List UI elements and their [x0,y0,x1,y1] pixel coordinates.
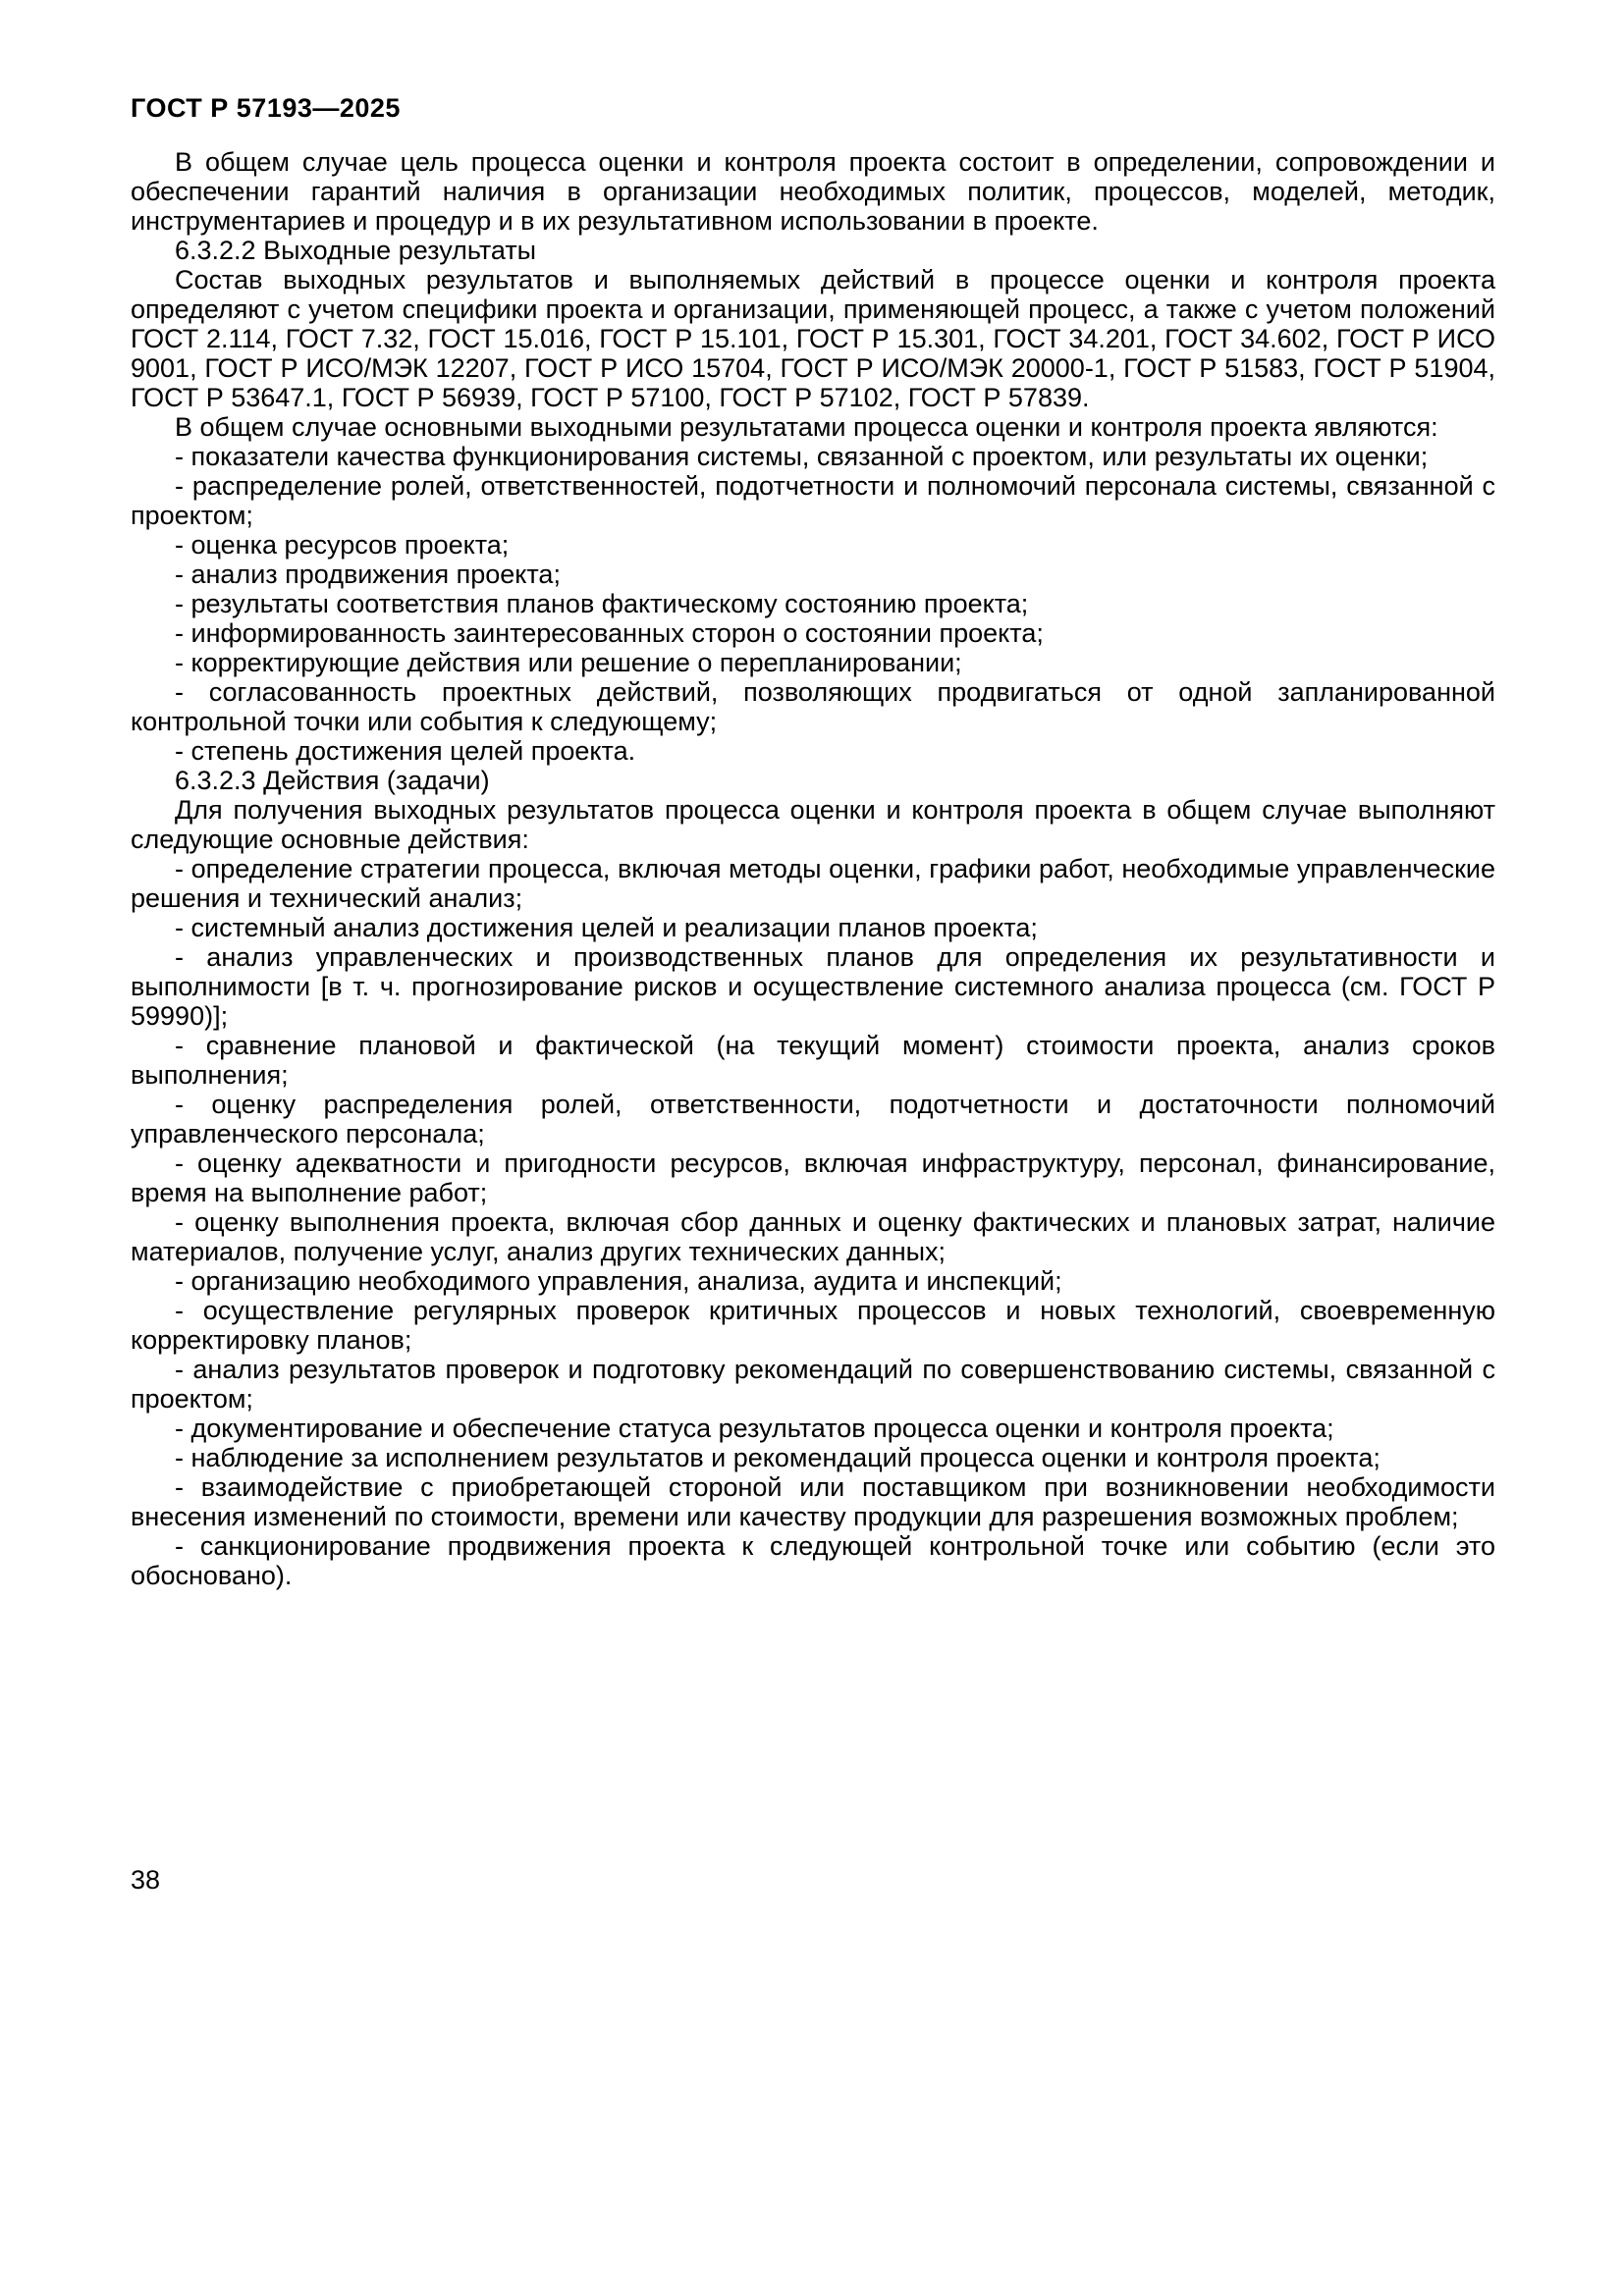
list-item: - оценка ресурсов проекта; [175,530,510,560]
document-content [131,147,1495,1590]
paragraph: В общем случае цель процесса оценки и контроля проекта состоит в определении, сопровождении и обеспечении гарантий наличия в организации необходимых политик, процессов, моделей, методик, инструментариев и процедур и в их результативном использовании в проекте. [131,147,1495,236]
list-item: - документирование и обеспечение статуса результатов процесса оценки и контроля проекта; [175,1414,1334,1443]
list-item: - анализ продвижения проекта; [175,560,561,589]
list-item: - анализ управленческих и производственных планов для определения их результативности и выполнимости [в т. ч. прогнозирование рисков и осуществление системного анализа процесса (см. ГОСТ Р 59990)]; [131,942,1495,1031]
list-item: - осуществление регулярных проверок критичных процессов и новых технологий, своевременную корректировку планов; [131,1296,1495,1355]
list-item: - системный анализ достижения целей и реализации планов проекта; [175,913,1038,942]
list-item: - степень достижения целей проекта. [175,736,636,766]
document-code-header: ГОСТ Р 57193—2025 [131,93,401,123]
list-item: - наблюдение за исполнением результатов и рекомендаций процесса оценки и контроля проекта; [175,1443,1380,1472]
list-item: - корректирующие действия или решение о перепланировании; [175,648,962,677]
paragraph: Состав выходных результатов и выполняемых действий в процессе оценки и контроля проекта определяют с учетом специфики проекта и организации, применяющей процесс, а также с учетом положений ГОСТ 2.114, ГОСТ 7.32, ГОСТ 15.016, ГОСТ Р 15.101, ГОСТ Р 15.301, ГОСТ 34.201, ГОСТ 34.602, ГОСТ Р ИСО 9001, ГОСТ Р ИСО/МЭК 12207, ГОСТ Р ИСО 15704, ГОСТ Р ИСО/МЭК 20000-1, ГОСТ Р 51583, ГОСТ Р 51904, ГОСТ Р 53647.1, ГОСТ Р 56939, ГОСТ Р 57100, ГОСТ Р 57102, ГОСТ Р 57839. [131,265,1495,412]
list-item: - оценку адекватности и пригодности ресурсов, включая инфраструктуру, персонал, финансирование, время на выполнение работ; [131,1148,1495,1207]
list-item: - показатели качества функционирования системы, связанной с проектом, или результаты их оценки; [175,442,1429,471]
paragraph: Для получения выходных результатов процесса оценки и контроля проекта в общем случае выполняют следующие основные действия: [131,795,1495,854]
paragraph: В общем случае основными выходными результатами процесса оценки и контроля проекта являются: [175,412,1438,442]
list-item: - организацию необходимого управления, анализа, аудита и инспекций; [175,1266,1062,1296]
list-item: - санкционирование продвижения проекта к следующей контрольной точке или событию (если это обосновано). [131,1531,1495,1590]
list-item: - согласованность проектных действий, позволяющих продвигаться от одной запланированной контрольной точки или события к следующему; [131,677,1495,736]
list-item: - сравнение плановой и фактической (на текущий момент) стоимости проекта, анализ сроков выполнения; [131,1031,1495,1090]
list-item: - взаимодействие с приобретающей стороной или поставщиком при возникновении необходимости внесения изменений по стоимости, времени или качеству продукции для разрешения возможных проблем; [131,1472,1495,1531]
list-item: - информированность заинтересованных сторон о состоянии проекта; [175,618,1044,648]
section-heading: 6.3.2.2 Выходные результаты [175,236,537,265]
section-heading: 6.3.2.3 Действия (задачи) [175,766,490,795]
list-item: - оценку распределения ролей, ответственности, подотчетности и достаточности полномочий управленческого персонала; [131,1090,1495,1148]
list-item: - анализ результатов проверок и подготовку рекомендаций по совершенствованию системы, связанной с проектом; [131,1355,1495,1414]
list-item: - определение стратегии процесса, включая методы оценки, графики работ, необходимые управленческие решения и технический анализ; [131,854,1495,913]
page-number: 38 [131,1865,161,1895]
list-item: - оценку выполнения проекта, включая сбор данных и оценку фактических и плановых затрат, наличие материалов, получение услуг, анализ других технических данных; [131,1207,1495,1266]
list-item: - результаты соответствия планов фактическому состоянию проекта; [175,589,1029,618]
list-item: - распределение ролей, ответственностей, подотчетности и полномочий персонала системы, связанной с проектом; [131,471,1495,530]
